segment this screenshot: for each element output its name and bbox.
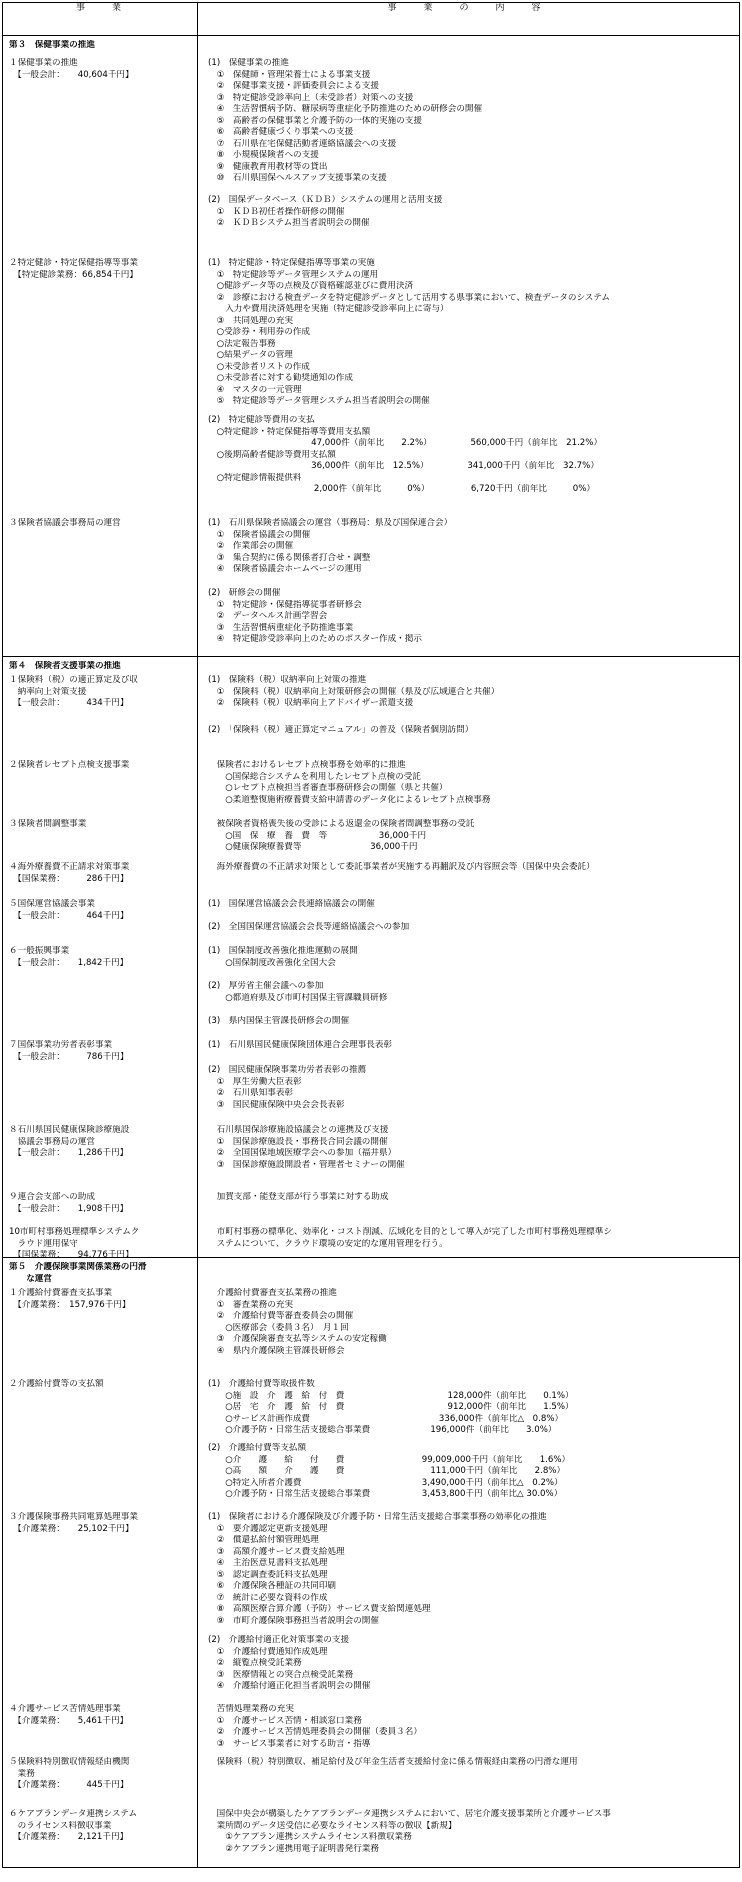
content-line: ⑤ 高齢者の保健事業と介護予防の一体的実施の支援 [208, 115, 422, 126]
content-line: ④ 介護給付適正化担当者説明会の開催 [208, 1681, 371, 1691]
content-line: ② 縦覧点検受託業務 [208, 1658, 302, 1668]
content-line: ② 保険料（税）収納率向上アドバイザー派遣支援 [208, 698, 414, 708]
content-line: ④ 県内介護保険主管課長研修会 [208, 1345, 345, 1356]
business-item-line: 【国保業務： 94,776千円】 [9, 1250, 134, 1260]
business-item-line: ２特定健診・特定保健指導等事業 [9, 258, 138, 268]
content-line: ①ケアプラン連携システムライセンス料徴収業務 [208, 1832, 412, 1842]
content-line: ② 石川県知事表彰 [208, 1088, 294, 1098]
business-plan-table [2, 2, 740, 1868]
content-line: ① 国保診療施設長・事務長合同会議の開催 [208, 1136, 388, 1147]
content-line: ③ 生活習慣病重症化予防推進事業 [208, 622, 354, 633]
business-item [9, 675, 203, 710]
content-line: ① 保険料（税）収納率向上対策研修会の開催（県及び広域連合と共催） [208, 686, 500, 697]
content-line: ① 保健師・管理栄養士による事業支援 [208, 69, 371, 80]
content-line: (2) 特定健診等費用の支払 [208, 415, 315, 425]
content-line: ② 償還払給付額管理処理 [208, 1535, 319, 1545]
content-line: ① 要介護認定更新支援処理 [208, 1523, 328, 1534]
content-line: 入力や費用決済処理を実施（特定健診受診率向上に寄与） [208, 304, 449, 314]
content-line: ⑨ 健康教育用教材等の貸出 [208, 161, 328, 172]
content-line: ② ＫＤＢシステム担当者説明会の開催 [208, 218, 370, 228]
business-item [9, 819, 203, 831]
content-block [208, 1016, 736, 1028]
content-line: ○国保総合システムを利用したレセプト点検の受託 [208, 771, 421, 782]
content-block [208, 1635, 736, 1693]
business-item [9, 1757, 203, 1792]
content-line: ④ マスタの一元管理 [208, 384, 302, 395]
business-item-line: 【一般会計： 786千円】 [9, 1051, 129, 1062]
content-block [208, 258, 736, 408]
content-line: ⑨ 市町介護保険事務担当者説明会の開催 [208, 1615, 379, 1626]
business-item-line: 【介護業務： 2,121千円】 [9, 1832, 129, 1842]
business-item-line: ６一般振興事業 [9, 946, 70, 956]
section-5-business [3, 1258, 198, 1868]
content-line: ⑤ 特定健診等データ管理システム担当者説明会の開催 [208, 396, 430, 406]
business-item-line: ３保険者間調整事業 [9, 819, 87, 829]
content-line: ⑦ 統計に必要な資料の作成 [208, 1592, 328, 1603]
content-line: ③ 国民健康保険中央会会長表彰 [208, 1099, 345, 1110]
content-block [208, 981, 736, 1004]
content-line: (2) 「保険料（税）適正算定マニュアル」の普及（保険者個別訪問） [208, 725, 474, 735]
business-item [9, 1125, 203, 1160]
content-block [208, 518, 736, 576]
content-line: ○レセプト点検担当者審査事務研修会の開催（県と共催） [208, 783, 448, 793]
content-line: ○居 宅 介 護 給 付 費 912,000件（前年比 1.5%） [208, 1402, 574, 1412]
business-item-line: ３保険者協議会事務局の運営 [9, 518, 121, 528]
table-header-row [3, 3, 740, 36]
content-line: 国保中央会が構築したケアプランデータ連携システムにおいて、居宅介護支援事業所と介護サービス事 [208, 1809, 611, 1819]
content-block [208, 1125, 736, 1171]
section-title [9, 661, 203, 673]
content-line: ○特定健診・特定保健指導等費用支払額 [208, 426, 371, 437]
content-line: ② 介護給付費等審査委員会の開催 [208, 1311, 354, 1321]
content-line: ○医療部会（委員３名） 月１回 [208, 1322, 349, 1333]
business-item-line: ７国保事業功労者表彰事業 [9, 1040, 113, 1050]
content-line: (3) 県内国保主管課長研修会の開催 [208, 1016, 350, 1026]
content-line: ○未受診者リストの作成 [208, 361, 310, 372]
content-line: 保険料（税）特別徴収、補足給付及び年金生活者支援給付金に係る情報経由業務の円滑な運用 [208, 1757, 578, 1767]
business-item-line: ４介護サービス苦情処理事業 [9, 1704, 121, 1714]
content-line: ② 全国国保地域医療学会への参加（福井県） [208, 1148, 397, 1158]
content-block [208, 1040, 736, 1052]
business-item-line: 【一般会計： 1,908千円】 [9, 1203, 129, 1214]
content-line: ④ 保険者協議会ホームページの運用 [208, 564, 362, 574]
business-item [9, 1704, 203, 1727]
section-title [9, 1262, 203, 1285]
content-line: ② 保健事業支援・評価委員会による支援 [208, 81, 379, 91]
content-line: ○特定入所者介護費 3,490,000千円（前年比△ 0.2%） [208, 1477, 563, 1488]
content-line: ○都道府県及び市町村国保主管課職員研修 [208, 992, 388, 1003]
business-item-line: 【一般会計： 464千円】 [9, 910, 129, 921]
content-line: ⑦ 石川県在宅保健活動者連絡協議会への支援 [208, 138, 397, 149]
header-business: 事 業 [3, 3, 198, 36]
content-line: ○後期高齢者健診等費用支払額 [208, 449, 336, 460]
content-block [208, 899, 736, 911]
business-item-line: ５国保運営協議会事業 [9, 899, 95, 909]
content-line: 苦情処理業務の充実 [208, 1704, 294, 1714]
business-item-line: 【一般会計： 1,842千円】 [9, 957, 129, 968]
content-line: ① 厚生労働大臣表彰 [208, 1076, 302, 1087]
content-block [208, 1704, 736, 1750]
content-line: (1) 国保制度改善強化推進運動の展開 [208, 946, 358, 956]
content-line: ○介護予防・日常生活支援総合事業費 196,000件（前年比 3.0%） [208, 1425, 557, 1435]
business-item [9, 58, 203, 81]
content-line: (1) 石川県保険者協議会の運営（事務局：県及び国保連合会） [208, 518, 453, 528]
section-4-content [198, 657, 740, 1258]
content-line: (2) 介護給付費等支払額 [208, 1443, 307, 1453]
content-block [208, 588, 736, 646]
business-item [9, 1192, 203, 1215]
business-item [9, 1379, 203, 1391]
business-item [9, 1512, 203, 1535]
content-line: (2) 介護給付適正化対策事業の支援 [208, 1635, 350, 1645]
content-line: 海外療養費の不正請求対策として委託事業者が実施する再翻訳及び内容照会等（国保中央会委託） [208, 862, 595, 872]
content-block [208, 819, 736, 854]
content-line: ③ 高額介護サービス費支給処理 [208, 1546, 345, 1557]
section-4-business [3, 657, 198, 1258]
content-line: ○サービス計画作成費 336,000件（前年比△ 0.8%） [208, 1413, 564, 1424]
content-line: (1) 保険者における介護保険及び介護予防・日常生活支援総合事業事務の効率化の推進 [208, 1512, 547, 1522]
business-item-line: 業務 [9, 1768, 35, 1779]
content-line: ⑧ 小規模保険者への支援 [208, 150, 319, 160]
content-block [208, 1757, 736, 1769]
content-line: ① 特定健診等データ管理システムの運用 [208, 269, 379, 280]
content-line: ⑥ 高齢者健康づくり事業への支援 [208, 127, 354, 137]
business-item-line: １介護給付費審査支払事業 [9, 1288, 113, 1298]
content-block [208, 1192, 736, 1204]
content-line: ⑩ 石川県国保ヘルスアップ支援事業の支援 [208, 173, 387, 183]
business-item [9, 1227, 203, 1262]
section-5-content [198, 1258, 740, 1868]
section-3-content [198, 36, 740, 657]
content-line: ① 介護サービス苦情・相談窓口業務 [208, 1715, 362, 1726]
content-block [208, 862, 736, 874]
content-line: ③ 国保診療施設開設者・管理者セミナーの開催 [208, 1159, 405, 1170]
business-item-line: 【一般会計： 434千円】 [9, 698, 129, 708]
content-line: (1) 国保運営協議会会長連絡協議会の開催 [208, 899, 375, 909]
content-line: ○国保制度改善強化全国大会 [208, 957, 336, 968]
content-line: ○高 額 介 護 費 111,000千円（前年比 2.8%） [208, 1466, 566, 1476]
content-line: ○健康保険療養費等 36,000千円 [208, 842, 418, 852]
section-row [3, 1258, 740, 1868]
content-line: (2) 国保データベース（ＫＤＢ）システムの運用と活用支援 [208, 195, 443, 205]
content-block [208, 946, 736, 969]
content-line: ○介護予防・日常生活支援総合事業費 3,453,800千円（前年比△ 30.0%） [208, 1489, 563, 1499]
content-block [208, 1809, 736, 1855]
business-item [9, 1040, 203, 1063]
content-line: ○介 護 給 付 費 99,009,000千円（前年比 1.6%） [208, 1454, 571, 1465]
business-item-line: 【介護業務： 157,976千円】 [9, 1299, 131, 1310]
content-line: ③ 共同処理の充実 [208, 315, 294, 326]
content-block [208, 195, 736, 230]
content-line: (1) 石川県国民健康保険団体連合会理事長表彰 [208, 1040, 393, 1050]
content-line: 被保険者資格喪失後の受診による返還金の保険者間調整事務の受託 [208, 819, 475, 829]
content-line: (1) 介護給付費等取扱件数 [208, 1379, 315, 1389]
content-block [208, 1227, 736, 1250]
content-line: 保険者におけるレセプト点検事務を効率的に推進 [208, 760, 406, 770]
content-line: ○柔道整復施術療養費支給申請書のデータ化によるレセプト点検事務 [208, 794, 491, 805]
section-title [9, 40, 203, 52]
content-line: ② 介護サービス苦情処理委員会の開催（委員３名） [208, 1727, 422, 1737]
content-block [208, 760, 736, 806]
content-line: ① 特定健診・保健指導従事者研修会 [208, 599, 362, 610]
business-item [9, 946, 203, 969]
business-item-line: ４海外療養費不正請求対策事業 [9, 862, 130, 872]
content-line: 市町村事務の標準化、効率化・コスト削減、広域化を目的として導入が完了した市町村事務処理標準シ [208, 1227, 612, 1237]
content-block [208, 675, 736, 710]
content-line: 業所間のデータ送受信に必要なライセンス料等の徴収【新規】 [208, 1820, 457, 1831]
content-line: ステムについて、クラウド環境の安定的な運用管理を行う。 [208, 1238, 448, 1249]
business-item-line: 【一般会計： 40,604千円】 [9, 69, 134, 80]
business-item-line: 【一般会計： 1,286千円】 [9, 1148, 129, 1158]
content-line: (2) 研修会の開催 [208, 588, 281, 598]
content-line: (1) 保険料（税）収納率向上対策の推進 [208, 675, 367, 685]
business-item-line: 【国保業務： 286千円】 [9, 873, 129, 884]
content-line: ① 保険者協議会の開催 [208, 529, 311, 540]
section-title-line: 第３ 保健事業の推進 [9, 40, 95, 50]
content-line: 47,000件（前年比 2.2%） 560,000千円（前年比 21.2%） [208, 438, 603, 448]
section-title-line: 第４ 保険者支援事業の推進 [9, 661, 121, 671]
content-line: ④ 生活習慣病予防、糖尿病等重症化予防推進のための研修会の開催 [208, 104, 483, 114]
section-3-business [3, 36, 198, 657]
business-item [9, 862, 203, 885]
content-line: 介護給付費審査支払業務の推進 [208, 1288, 337, 1298]
content-line: ③ 介護保険審査支払等システムの安定稼働 [208, 1334, 387, 1344]
content-line: ○特定健診情報提供料 [208, 472, 302, 483]
business-item-line: 【介護業務： 25,102千円】 [9, 1523, 134, 1534]
content-line: ③ 集合契約に係る関係者打合せ・調整 [208, 552, 371, 563]
business-item-line: ８石川県国民健康保険診療施設 [9, 1125, 130, 1135]
business-item-line: 【介護業務： 445千円】 [9, 1780, 129, 1790]
content-line: (1) 特定健診・特定保健指導等事業の実施 [208, 258, 375, 268]
business-item-line: ラウド運用保守 [9, 1238, 78, 1249]
header-content: 事 業 の 内 容 [198, 3, 740, 36]
content-line: ○健診データ等の点検及び資格確認並びに費用決済 [208, 281, 414, 291]
content-line: (2) 全国国保運営協議会会長等連絡協議会への参加 [208, 922, 410, 932]
content-line: ⑤ 認定調査委託料支払処理 [208, 1569, 328, 1580]
content-line: 2,000件（前年比 0%） 6,720千円（前年比 0%） [208, 484, 596, 494]
content-line: ② 診療における検査データを特定健診データとして活用する県事業において、検査データのシステム [208, 292, 610, 303]
content-block [208, 1443, 736, 1501]
content-line: ○受診券・利用券の作成 [208, 327, 311, 337]
content-line: ○法定報告事務 [208, 338, 276, 349]
content-block [208, 922, 736, 934]
content-line: ○国 保 療 養 費 等 36,000千円 [208, 830, 427, 841]
business-item-line: ６ケアプランデータ連携システム [9, 1809, 138, 1819]
section-row [3, 36, 740, 657]
business-item-line: 【特定健診業務：66,854千円】 [9, 269, 138, 280]
content-block [208, 58, 736, 185]
content-line: ○結果データの管理 [208, 350, 293, 360]
content-line: ① 審査業務の充実 [208, 1299, 294, 1310]
content-line: ② 作業部会の開催 [208, 541, 294, 551]
content-line: ③ サービス事業者に対する助言・指導 [208, 1738, 371, 1749]
content-line: 石川県国保診療施設協議会との連携及び支援 [208, 1125, 389, 1135]
section-row [3, 657, 740, 1258]
content-line: ○未受診者に対する勧奨通知の作成 [208, 373, 353, 383]
business-item-line: のライセンス料徴収事業 [9, 1820, 112, 1831]
content-line: ⑧ 高額医療合算介護（予防）サービス費支給関連処理 [208, 1604, 431, 1614]
content-line: ① ＫＤＢ初任者操作研修の開催 [208, 206, 345, 217]
content-line: 36,000件（前年比 12.5%） 341,000千円（前年比 32.7%） [208, 461, 599, 471]
content-line: 加賀支部・能登支部が行う事業に対する助成 [208, 1192, 389, 1202]
business-item [9, 258, 203, 281]
content-line: ① 介護給付費通知作成処理 [208, 1646, 328, 1657]
business-item-line: １保険料（税）の適正算定及び収 [9, 675, 138, 685]
section-title-line: 第５ 介護保険事業関係業務の円滑 [9, 1262, 147, 1272]
content-line: ○施 設 介 護 給 付 費 128,000件（前年比 0.1%） [208, 1390, 574, 1401]
content-line: (2) 厚労省主催会議への参加 [208, 981, 324, 991]
business-item-line: 納率向上対策支援 [9, 686, 87, 697]
business-item-line: 協議会事務局の運営 [9, 1136, 95, 1147]
business-item-line: １保健事業の推進 [9, 58, 78, 68]
business-item [9, 1809, 203, 1844]
content-block [208, 725, 736, 737]
section-title-line: な運営 [9, 1273, 52, 1284]
business-item-line: ９連合会支部への助成 [9, 1192, 95, 1202]
content-block [208, 1512, 736, 1627]
business-item [9, 899, 203, 922]
content-line: (2) 国民健康保険事業功労者表彰の推薦 [208, 1065, 367, 1075]
content-block [208, 415, 736, 496]
content-line: ②ケアプラン連携用電子証明書発行業務 [208, 1843, 379, 1854]
content-line: ③ 医療情報との突合点検受託業務 [208, 1669, 354, 1680]
content-line: ② データヘルス計画学習会 [208, 611, 328, 621]
content-line: ③ 特定健診受診率向上（未受診者）対策への支援 [208, 92, 414, 103]
business-item-line: 【介護業務： 5,461千円】 [9, 1715, 129, 1726]
content-line: (1) 保健事業の推進 [208, 58, 289, 68]
content-line: ④ 主治医意見書料支払処理 [208, 1558, 328, 1568]
content-block [208, 1379, 736, 1437]
business-item-line: ２保険者レセプト点検支援事業 [9, 760, 130, 770]
business-item-line: ２介護給付費等の支払額 [9, 1379, 104, 1389]
business-item-line: 10市町村事務処理標準システムク [9, 1227, 140, 1237]
business-item-line: ３介護保険事務共同電算処理事業 [9, 1512, 138, 1522]
business-item [9, 518, 203, 530]
content-line: ⑥ 介護保険各種証の共同印刷 [208, 1581, 337, 1591]
business-item-line: ５保険料特別徴収情報経由機関 [9, 1757, 130, 1767]
business-item [9, 760, 203, 772]
content-block [208, 1065, 736, 1111]
business-item [9, 1288, 203, 1311]
content-block [208, 1288, 736, 1357]
content-line: ④ 特定健診受診率向上のためのポスター作成・掲示 [208, 634, 422, 644]
